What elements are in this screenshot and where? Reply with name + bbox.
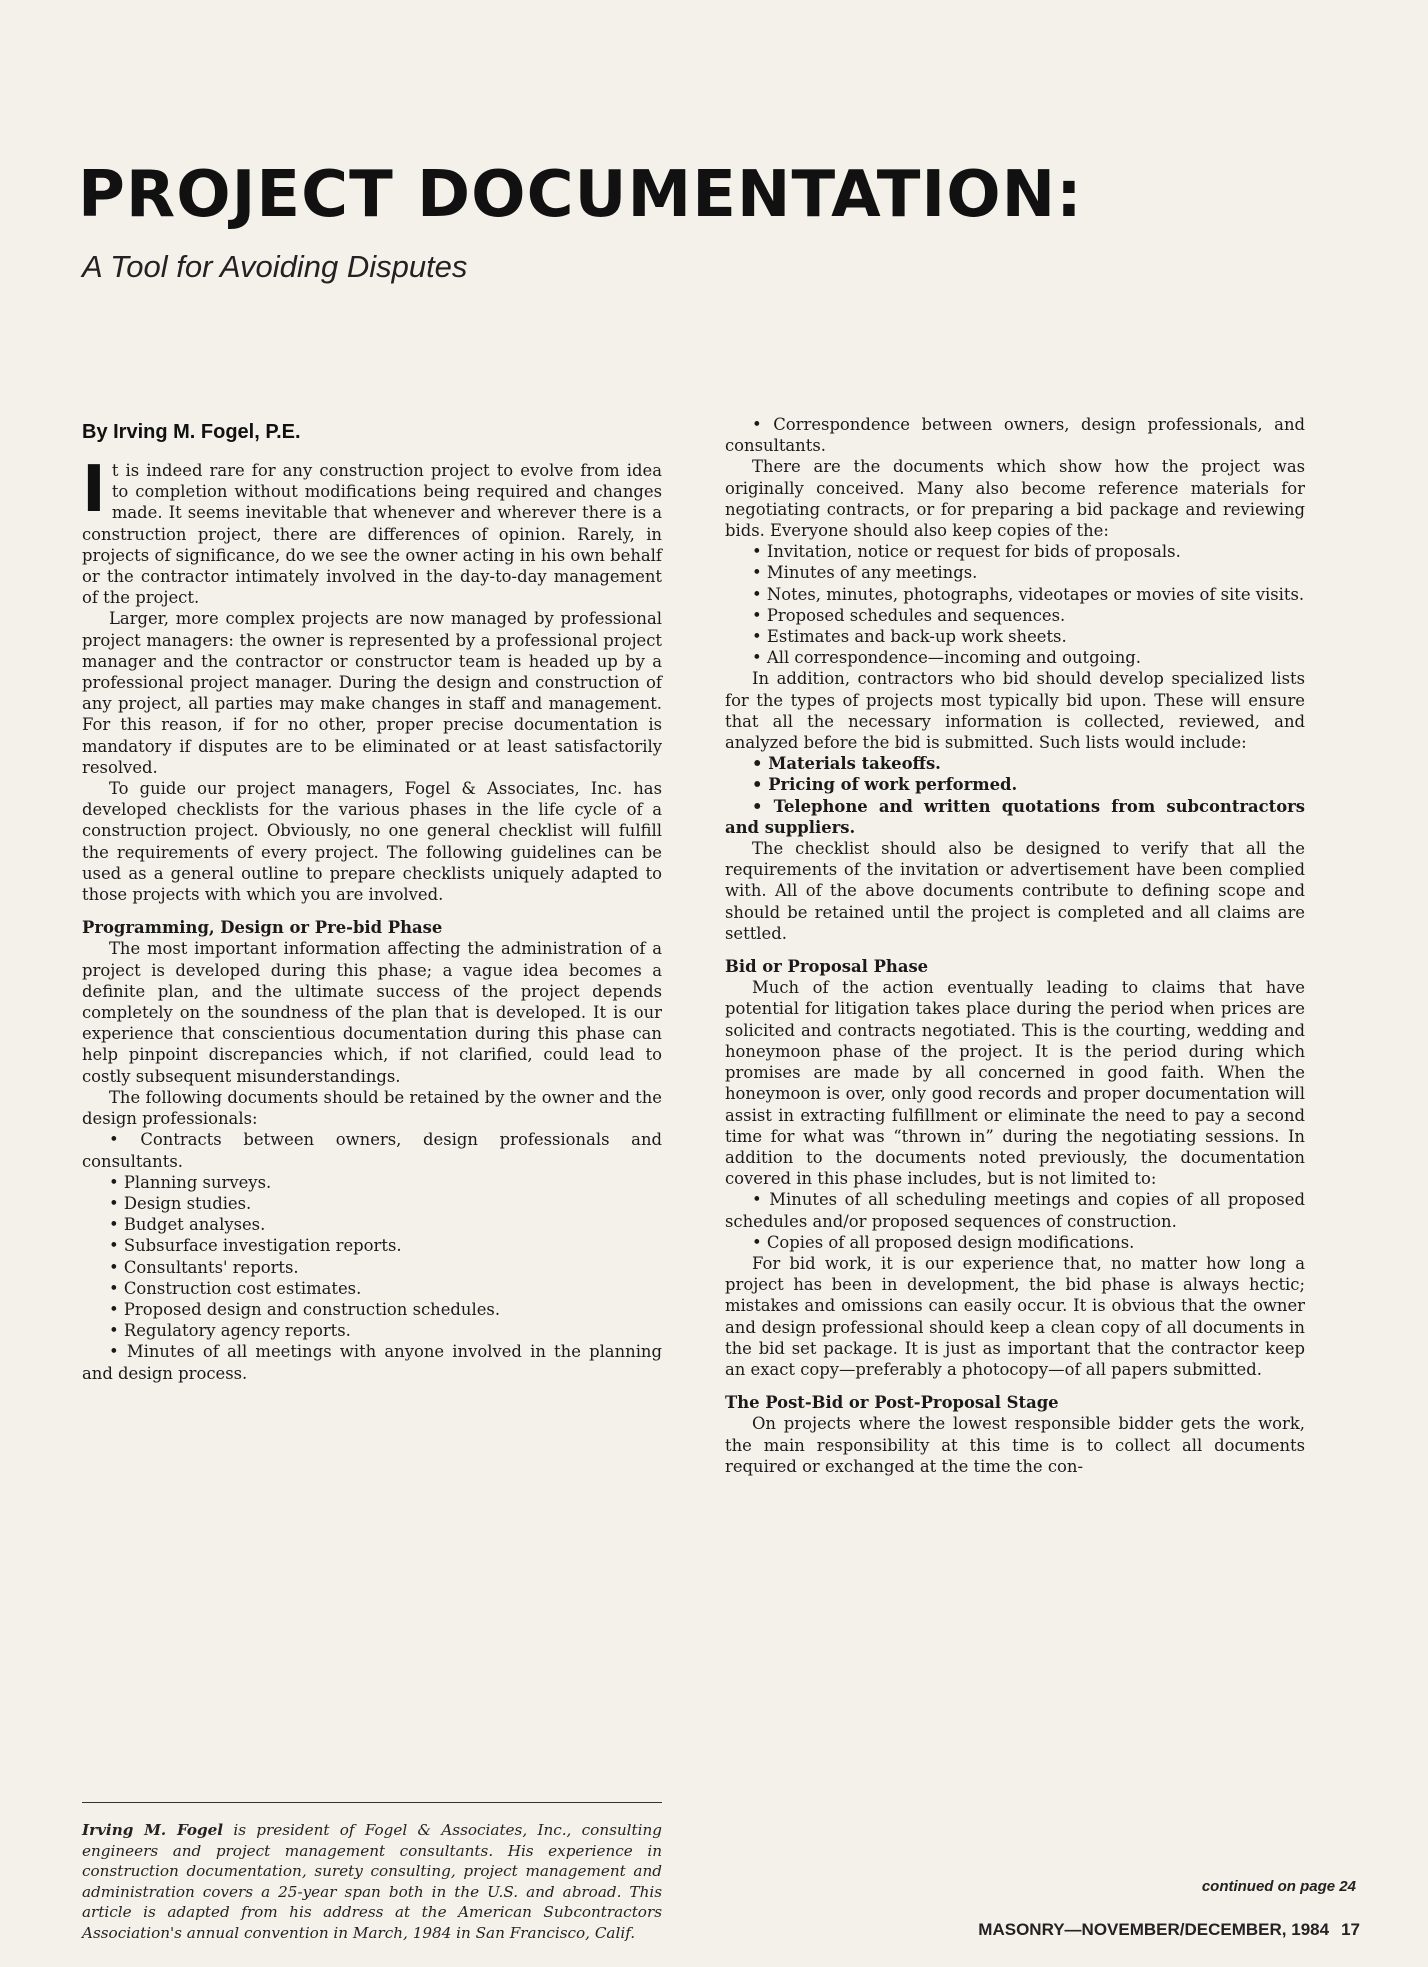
bullet-correspondence: • Correspondence between owners, design professionals, and consultants.: [725, 414, 1305, 456]
bio-text: is president of Fogel & Associates, Inc., consulting engineers and project management consultants. His experience in construction documentation, surety consulting, project management and administration covers a 25-year span both in the U.S. and abroad. This article is adapted from his address at the American Subcontractors Association's annual convention in March, 1984 in San Francisco, Calif.: [82, 1821, 662, 1942]
bio-author-name: Irving M. Fogel: [82, 1821, 224, 1839]
list-item: • Design studies.: [82, 1193, 662, 1214]
list-item: • Proposed design and construction schedules.: [82, 1299, 662, 1320]
list-item: • Consultants' reports.: [82, 1257, 662, 1278]
paragraph-post-bid: On projects where the lowest responsible bidder gets the work, the main responsibility at this time is to collect all documents required or exchanged at the time the con-: [725, 1414, 1305, 1476]
bullet-telephone: • Telephone and written quotations from subcontractors and suppliers.: [725, 796, 1305, 838]
intro-paragraph: [82, 453, 662, 608]
bio-divider: [82, 1802, 662, 1803]
intro-text: t is indeed rare for any construction project to evolve from idea to completion without modifications being required and changes made. It seems inevitable that whenever and wherever there is a construction project, there are differences of opinion. Rarely, in projects of significance, do we see the owner acting in his own behalf or the contractor intimately involved in the day-to-day management of the project.: [82, 461, 662, 608]
paragraph-specialized: In addition, contractors who bid should develop specialized lists for the types of projects most typically bid upon. These will ensure that all the necessary information is collected, reviewed, and analyzed before the bid is submitted. Such lists would include:: [725, 669, 1305, 753]
paragraph-verify: The checklist should also be designed to verify that all the requirements of the invitation or advertisement have been complied with. All of the above documents contribute to defining scope and should be retained until the project is completed and all claims are settled.: [725, 839, 1305, 943]
article-subtitle: A Tool for Avoiding Disputes: [82, 249, 468, 284]
page-number: 17: [1341, 1920, 1360, 1939]
list-item: • Minutes of any meetings.: [725, 562, 1305, 583]
page-footer: [760, 1920, 1360, 1940]
left-column: [82, 418, 662, 1384]
bullet-design-modifications: • Copies of all proposed design modifications.: [725, 1232, 1305, 1253]
bullet-minutes-planning: • Minutes of all meetings with anyone involved in the planning and design process.: [82, 1341, 662, 1383]
continued-note: continued on page 24: [1201, 1878, 1356, 1895]
section-heading-prebid: Programming, Design or Pre-bid Phase: [82, 918, 443, 938]
article-title: PROJECT DOCUMENTATION:: [78, 158, 1083, 232]
right-column: [725, 414, 1305, 1477]
bullet-site-visits: • Notes, minutes, photographs, videotapes or movies of site visits.: [725, 584, 1305, 605]
list-item: • Pricing of work performed.: [725, 774, 1305, 795]
byline: By Irving M. Fogel, P.E.: [82, 421, 301, 443]
list-item: • Proposed schedules and sequences.: [725, 605, 1305, 626]
footer-masthead: MASONRY—NOVEMBER/DECEMBER, 1984: [978, 1920, 1330, 1939]
list-item: • Subsurface investigation reports.: [82, 1235, 662, 1256]
list-item: • Planning surveys.: [82, 1172, 662, 1193]
bullet-contracts: • Contracts between owners, design professionals and consultants.: [82, 1129, 662, 1171]
paragraph-prebid: The most important information affecting the administration of a project is developed during this phase; a vague idea becomes a definite plan, and the ultimate success of the project depends completely on the soundness of the plan that is developed. It is our experience that conscientious documentation during this phase can help pinpoint discrepancies which, if not clarified, could lead to costly subsequent misunderstandings.: [82, 939, 662, 1086]
section-heading-post-bid: The Post-Bid or Post-Proposal Stage: [725, 1393, 1059, 1413]
drop-cap: I: [82, 453, 106, 527]
list-item: • Estimates and back-up work sheets.: [725, 626, 1305, 647]
paragraph-conceived: There are the documents which show how the project was originally conceived. Many also become reference materials for negotiating contracts, or for preparing a bid package and reviewing bids. Everyone should also keep copies of the:: [725, 457, 1305, 541]
paragraph-checklists: To guide our project managers, Fogel & Associates, Inc. has developed checklists for the various phases in the life cycle of a construction project. Obviously, no one general checklist will fulfill the requirements of every project. The following guidelines can be used as a general outline to prepare checklists uniquely adapted to those projects with which you are involved.: [82, 779, 662, 905]
author-bio: [82, 1820, 662, 1943]
paragraph-retained: The following documents should be retained by the owner and the design professionals:: [82, 1087, 662, 1129]
bullet-minutes-scheduling: • Minutes of all scheduling meetings and copies of all proposed schedules and/or proposed sequences of construction.: [725, 1189, 1305, 1231]
section-heading-bid: Bid or Proposal Phase: [725, 957, 929, 977]
list-item: • Materials takeoffs.: [725, 753, 1305, 774]
paragraph-bid-work: For bid work, it is our experience that, no matter how long a project has been in development, the bid phase is always hectic; mistakes and omissions can easily occur. It is obvious that the owner and design professional should keep a clean copy of all documents in the bid set package. It is just as important that the contractor keep an exact copy—preferably a photocopy—of all papers submitted.: [725, 1253, 1305, 1379]
paragraph-bid-phase: Much of the action eventually leading to claims that have potential for litigation takes place during the period when prices are solicited and contracts negotiated. This is the courting, wedding and honeymoon phase of the project. It is the period during which promises are made by all concerned in good faith. When the honeymoon is over, only good records and proper documentation will assist in extracting fulfillment or eliminate the need to pay a second time for what was “thrown in” during the negotiating sessions. In addition to the documents noted previously, the documentation covered in this phase includes, but is not limited to:: [725, 978, 1305, 1189]
paragraph-managers: Larger, more complex projects are now managed by professional project managers: the owner is represented by a professional project manager and the contractor or constructor team is headed up by a professional project manager. During the design and construction of any project, all parties may make changes in staff and management. For this reason, if for no other, proper precise documentation is mandatory if disputes are to be eliminated or at least satisfactorily resolved.: [82, 609, 662, 777]
list-item: • All correspondence—incoming and outgoing.: [725, 647, 1305, 668]
list-item: • Construction cost estimates.: [82, 1278, 662, 1299]
list-item: • Budget analyses.: [82, 1214, 662, 1235]
list-item: • Regulatory agency reports.: [82, 1320, 662, 1341]
list-item: • Invitation, notice or request for bids of proposals.: [725, 541, 1305, 562]
